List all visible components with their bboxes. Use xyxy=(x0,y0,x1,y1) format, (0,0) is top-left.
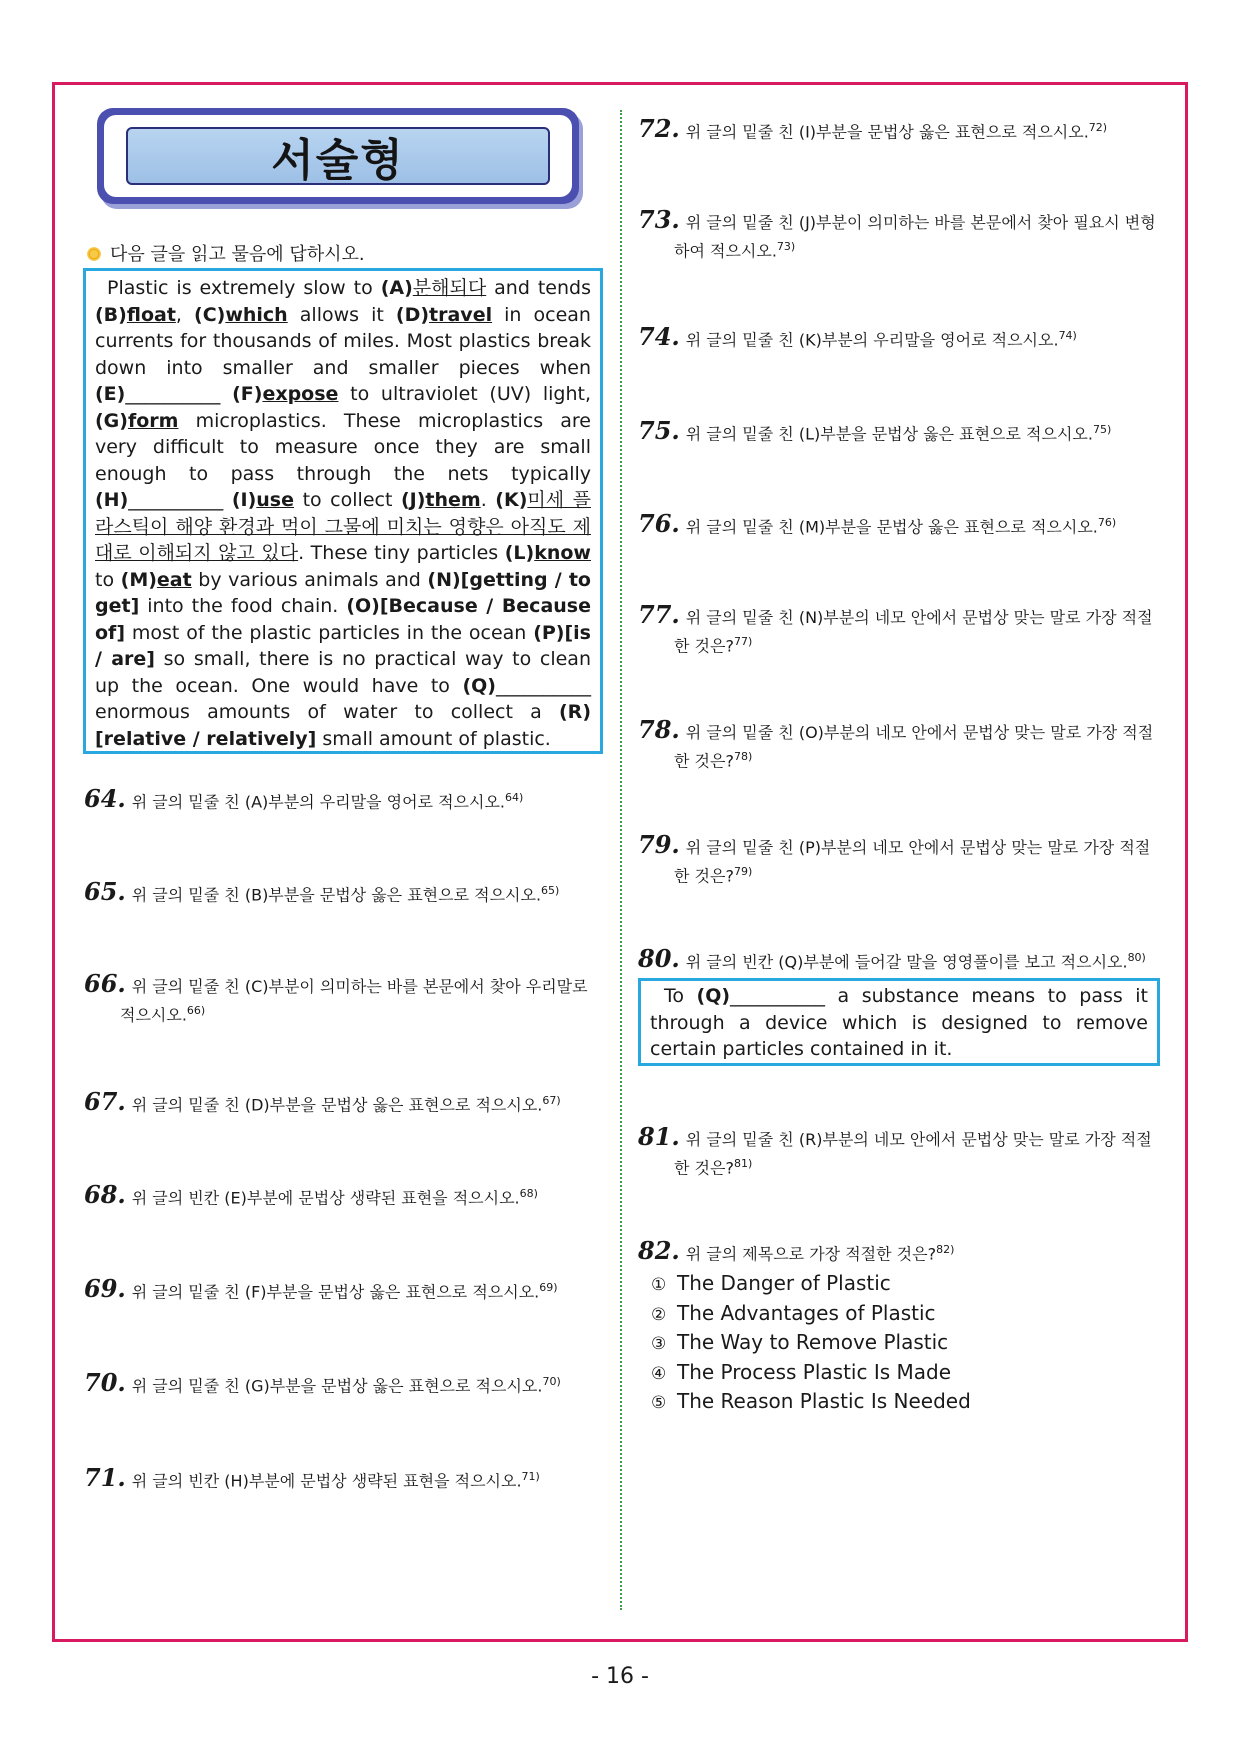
question-75: 75. 위 글의 밑줄 친 (L)부분을 문법상 옳은 표현으로 적으시오.$^{75)}$ xyxy=(638,416,1112,446)
underlined-a: 분해되다 xyxy=(412,277,487,299)
section-title-banner xyxy=(97,108,579,204)
underlined-g: form xyxy=(127,409,179,432)
question-74: 74. 위 글의 밑줄 친 (K)부분의 우리말을 영어로 적으시오.$^{74)}$ xyxy=(638,322,1077,352)
underlined-d: travel xyxy=(429,303,493,326)
instruction xyxy=(86,240,365,266)
question-79: 79. 위 글의 밑줄 친 (P)부분의 네모 안에서 문법상 맞는 말로 가장 적절 한 것은?$^{79)}$ xyxy=(638,830,1151,886)
question-82: 82. 위 글의 제목으로 가장 적절한 것은?$^{82)}$ xyxy=(638,1236,955,1266)
option-3[interactable]: ③ The Way to Remove Plastic xyxy=(651,1330,949,1354)
question-70: 70. 위 글의 밑줄 친 (G)부분을 문법상 옳은 표현으로 적으시오.$^{70)}$ xyxy=(84,1368,561,1398)
option-5[interactable]: ⑤ The Reason Plastic Is Needed xyxy=(651,1389,971,1413)
underlined-i: use xyxy=(256,489,295,511)
question-67: 67. 위 글의 밑줄 친 (D)부분을 문법상 옳은 표현으로 적으시오.$^{67)}$ xyxy=(84,1087,561,1117)
underlined-c: which xyxy=(225,303,288,326)
choice-p: (P)[is / are] xyxy=(95,621,591,670)
definition-box: To (Q)__________ a substance means to pass it through a device which is designed to remove certain particles contained in it. xyxy=(638,978,1160,1066)
blank-e: __________ xyxy=(125,383,221,405)
blank-q-definition: __________ xyxy=(730,985,826,1007)
question-77: 77. 위 글의 밑줄 친 (N)부분의 네모 안에서 문법상 맞는 말로 가장 적절 한 것은?$^{77)}$ xyxy=(638,600,1153,656)
column-divider xyxy=(620,110,622,1610)
question-80: 80. 위 글의 빈칸 (Q)부분에 들어갈 말을 영영풀이를 보고 적으시오.$^{80)}$ xyxy=(638,944,1146,974)
question-81: 81. 위 글의 밑줄 친 (R)부분의 네모 안에서 문법상 맞는 말로 가장 적절 한 것은?$^{81)}$ xyxy=(638,1122,1152,1178)
flower-icon xyxy=(86,246,102,262)
question-78: 78. 위 글의 밑줄 친 (O)부분의 네모 안에서 문법상 맞는 말로 가장 적절 한 것은?$^{78)}$ xyxy=(638,715,1154,771)
page-number: - 16 - xyxy=(591,1664,649,1689)
underlined-k: 미세 플라스틱이 해양 환경과 먹이 그물에 미치는 영향은 아직도 제대로 이해되지 않고 있다 xyxy=(95,489,591,564)
question-66: 66. 위 글의 밑줄 친 (C)부분이 의미하는 바를 본문에서 찾아 우리말로 적으시오.$^{66)}$ xyxy=(84,969,588,1025)
underlined-m: eat xyxy=(156,568,192,591)
choice-n: (N)[getting / to get] xyxy=(95,568,591,617)
reading-passage: Plastic is extremely slow to (A)분해되다 and tends (B)float, (C)which allows it (D)travel in ocean currents for thousands of miles. Most plastics break down into smaller and smaller pieces when (E)__________ (F)expose to ultraviolet (UV) light, (G)form microplastics. These microplastics are very difficult to measure once they are small enough to pass through the nets typically (H)__________ (I)use to collect (J)them. (K)미세 플라스틱이 해양 환경과 먹이 그물에 미치는 영향은 아직도 제대로 이해되지 않고 있다. These tiny particles (L)know to (M)eat by various animals and (N)[getting / to get] into the food chain. (O)[Because / Because of] most of the plastic particles in the ocean (P)[is / are] so small, there is no practical way to clean up the ocean. One would have to (Q)__________ enormous amounts of water to collect a (R)[relative / relatively] small amount of plastic. xyxy=(83,268,603,754)
section-title: 서술형 xyxy=(271,135,405,186)
question-71: 71. 위 글의 빈칸 (H)부분에 문법상 생략된 표현을 적으시오.$^{71)}$ xyxy=(84,1463,540,1493)
blank-h: __________ xyxy=(128,489,224,511)
choice-r: (R)[relative / relatively] xyxy=(95,701,591,750)
question-64: 64. 위 글의 밑줄 친 (A)부분의 우리말을 영어로 적으시오.$^{64)}$ xyxy=(84,784,524,814)
answer-options xyxy=(651,1270,971,1418)
question-72: 72. 위 글의 밑줄 친 (I)부분을 문법상 옳은 표현으로 적으시오.$^{72)}$ xyxy=(638,114,1108,144)
instruction-text: 다음 글을 읽고 물음에 답하시오. xyxy=(110,244,365,265)
underlined-j: them xyxy=(425,489,481,511)
question-65: 65. 위 글의 밑줄 친 (B)부분을 문법상 옳은 표현으로 적으시오.$^{65)}$ xyxy=(84,877,560,907)
question-68: 68. 위 글의 빈칸 (E)부분에 문법상 생략된 표현을 적으시오.$^{68)}$ xyxy=(84,1180,538,1210)
underlined-l: know xyxy=(534,542,591,564)
underlined-f: expose xyxy=(262,383,339,405)
question-69: 69. 위 글의 밑줄 친 (F)부분을 문법상 옳은 표현으로 적으시오.$^{69)}$ xyxy=(84,1274,558,1304)
option-1[interactable]: ① The Danger of Plastic xyxy=(651,1271,891,1295)
underlined-b: float xyxy=(126,303,176,326)
option-4[interactable]: ④ The Process Plastic Is Made xyxy=(651,1359,952,1384)
choice-o: (O)[Because / Because of] xyxy=(95,595,591,644)
question-73: 73. 위 글의 밑줄 친 (J)부분이 의미하는 바를 본문에서 찾아 필요시 변형 하여 적으시오.$^{73)}$ xyxy=(638,205,1156,261)
option-2[interactable]: ② The Advantages of Plastic xyxy=(651,1300,936,1325)
question-76: 76. 위 글의 밑줄 친 (M)부분을 문법상 옳은 표현으로 적으시오.$^{76)}$ xyxy=(638,509,1117,539)
blank-q: __________ xyxy=(496,674,591,697)
